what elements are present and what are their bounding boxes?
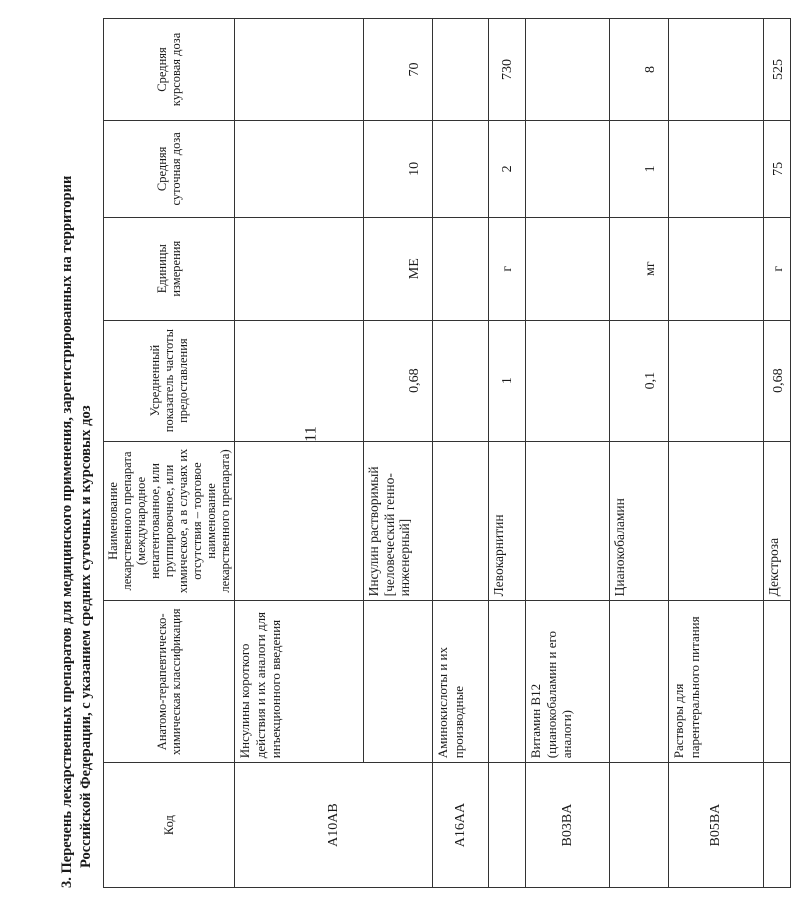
table-row	[489, 19, 526, 888]
cell-daily-dose	[235, 120, 364, 217]
cell-frequency	[526, 320, 610, 441]
cell-units	[526, 217, 610, 320]
table-row	[235, 19, 364, 888]
cell-code: A10AB	[235, 763, 433, 888]
cell-units	[669, 217, 764, 320]
cell-drug-name: Инсулин растворимый [человеческий генно-инженерный]	[364, 441, 433, 601]
cell-drug-name: Левокарнитин	[489, 441, 526, 601]
cell-units: г	[764, 217, 791, 320]
table-row	[764, 19, 791, 888]
cell-atc	[610, 601, 669, 763]
medications-table	[103, 18, 791, 888]
cell-code: B05BA	[669, 763, 764, 888]
cell-frequency: 1	[489, 320, 526, 441]
cell-course-dose: 730	[489, 19, 526, 121]
header-daily-dose: Средняя суточная доза	[104, 120, 235, 217]
cell-course-dose: 525	[764, 19, 791, 121]
page-number: 11	[302, 426, 320, 442]
cell-daily-dose	[669, 120, 764, 217]
header-atc: Анатомо-терапевтическо-химическая классификация	[104, 601, 235, 763]
cell-daily-dose: 1	[610, 120, 669, 217]
cell-atc	[364, 601, 433, 763]
cell-atc	[764, 601, 791, 763]
cell-drug-name	[433, 441, 489, 601]
rotated-page-content	[59, 18, 786, 888]
section-title-line-1: 3. Перечень лекарственных препаратов для медицинского применения, зарегистрированных на территории	[59, 175, 75, 888]
header-units: Единицы измерения	[104, 217, 235, 320]
cell-frequency	[235, 320, 364, 441]
cell-daily-dose: 2	[489, 120, 526, 217]
cell-atc: Аминокислоты и их производные	[433, 601, 489, 763]
cell-course-dose	[669, 19, 764, 121]
cell-atc	[489, 601, 526, 763]
cell-course-dose	[235, 19, 364, 121]
header-code: Код	[104, 763, 235, 888]
table-row	[433, 19, 489, 888]
cell-units: г	[489, 217, 526, 320]
table-header-row	[104, 19, 235, 888]
table-row	[364, 19, 433, 888]
cell-daily-dose	[433, 120, 489, 217]
cell-daily-dose: 10	[364, 120, 433, 217]
cell-frequency: 0,1	[610, 320, 669, 441]
header-frequency: Усредненный показатель частоты предоставления	[104, 320, 235, 441]
cell-drug-name	[669, 441, 764, 601]
cell-code: B03BA	[526, 763, 610, 888]
cell-units	[235, 217, 364, 320]
cell-course-dose: 8	[610, 19, 669, 121]
header-drug-name: Наименование лекарственного препарата (международное непатентованное, или группировочное, или химическое, а в случаях их отсутствия – торговое наименование лекарственного препарата)	[104, 441, 235, 601]
cell-drug-name	[235, 441, 364, 601]
cell-units: мг	[610, 217, 669, 320]
cell-code	[489, 763, 526, 888]
cell-code	[610, 763, 669, 888]
cell-atc: Витамин B12 (цианокобаламин и его аналоги)	[526, 601, 610, 763]
section-heading	[59, 18, 105, 888]
cell-units: МЕ	[364, 217, 433, 320]
cell-drug-name: Цианокобаламин	[610, 441, 669, 601]
cell-frequency	[669, 320, 764, 441]
cell-atc: Растворы для парентерального питания	[669, 601, 764, 763]
cell-course-dose	[433, 19, 489, 121]
section-title-line-2: Российской Федерации, с указанием средних суточных и курсовых доз	[78, 405, 94, 868]
cell-units	[433, 217, 489, 320]
table-row-spacer	[669, 19, 693, 888]
cell-frequency: 0,68	[364, 320, 433, 441]
cell-frequency: 0,68	[764, 320, 791, 441]
cell-code: A16AA	[433, 763, 489, 888]
table-row	[610, 19, 669, 888]
table-row	[526, 19, 580, 888]
cell-daily-dose	[526, 120, 610, 217]
cell-course-dose: 70	[364, 19, 433, 121]
cell-frequency	[433, 320, 489, 441]
cell-course-dose	[526, 19, 610, 121]
header-course-dose: Средняя курсовая доза	[104, 19, 235, 121]
cell-drug-name	[526, 441, 610, 601]
cell-atc: Инсулины короткого действия и их аналоги для инъекционного введения	[235, 601, 364, 763]
cell-daily-dose: 75	[764, 120, 791, 217]
cell-code	[764, 763, 791, 888]
cell-drug-name: Декстроза	[764, 441, 791, 601]
